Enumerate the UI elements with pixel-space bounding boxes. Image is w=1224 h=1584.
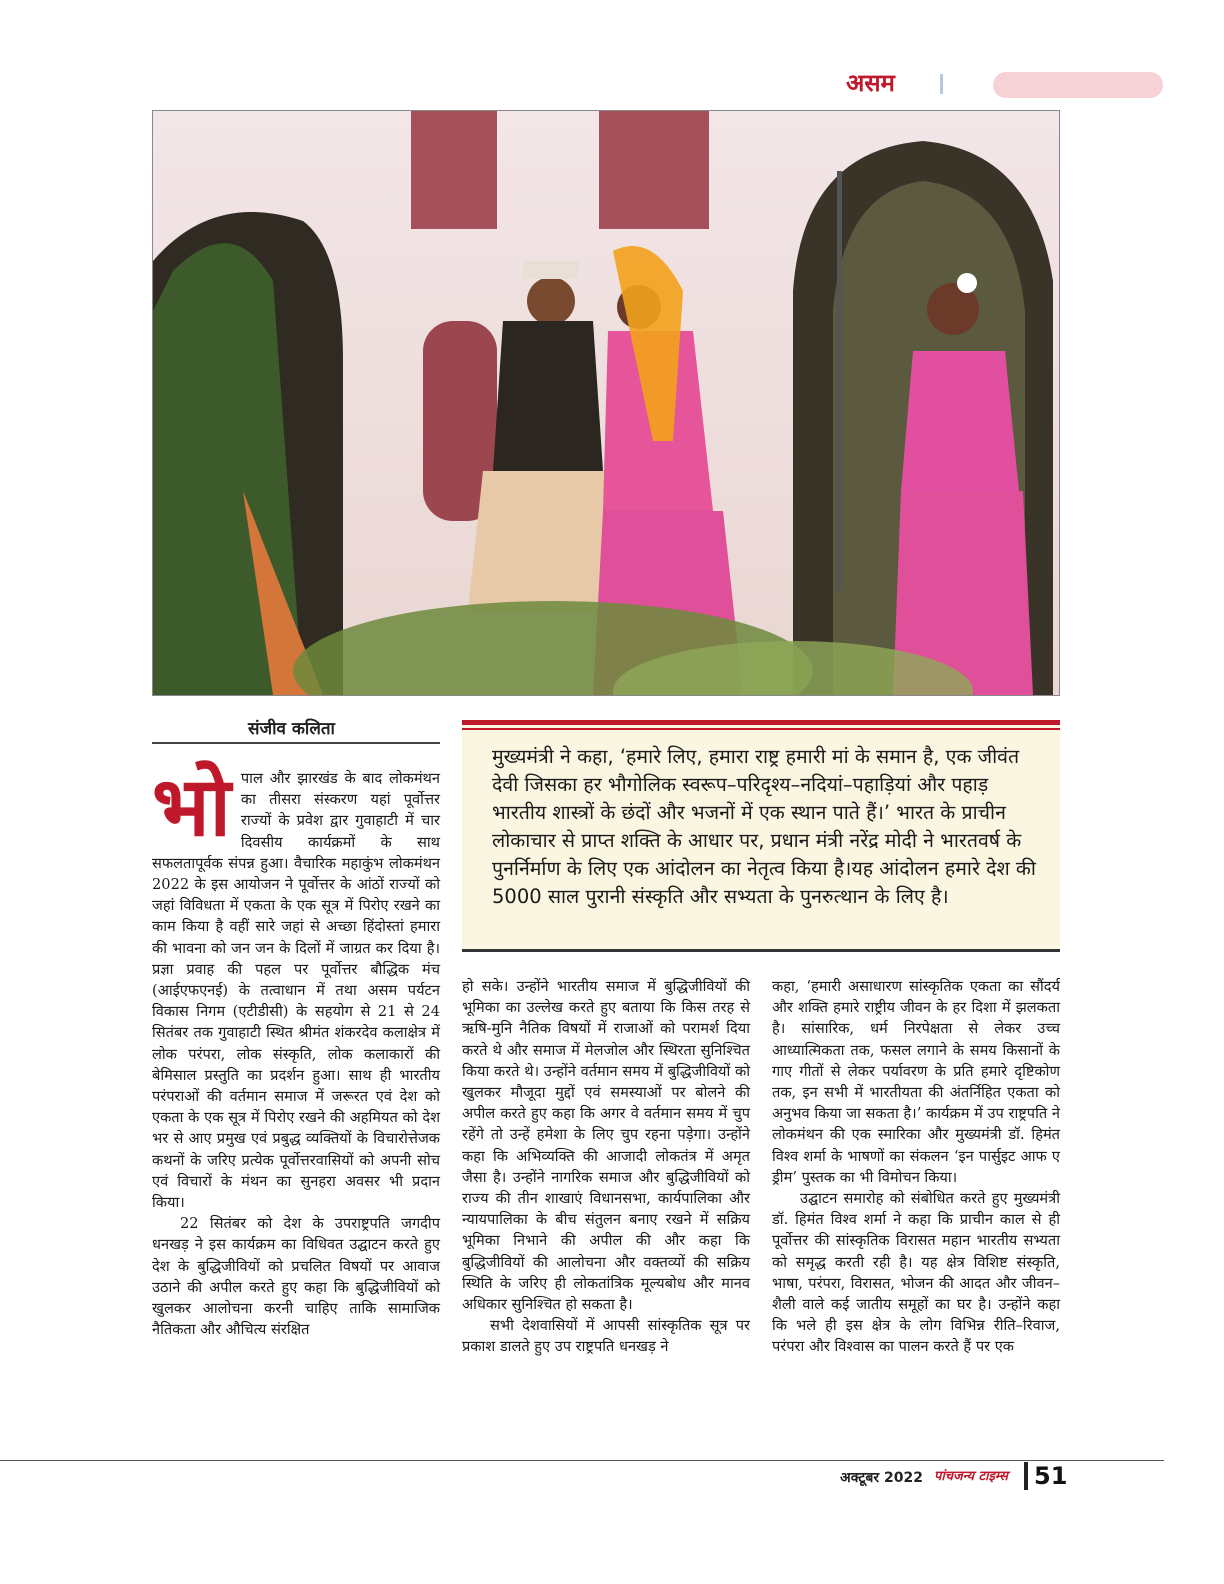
byline: संजीव कलिता: [248, 719, 335, 739]
article-paragraph: 22 सितंबर को देश के उपराष्ट्रपति जगदीप धनखड़ ने इस कार्यक्रम का विधिवत उद्घाटन करते हुए देश के बुद्धिजीवियों को प्रचलित विषयों पर आवाज उठाने की अपील करते हुए कहा कि बुद्धिजीवियों को खुलकर आलोचना करनी चाहिए ताकि सामाजिक नैतिकता और औचित्य संरक्षित: [152, 1215, 440, 1339]
photo-icon: [153, 111, 1059, 695]
page-number: 51: [1034, 1462, 1068, 1490]
pullquote-box: [462, 720, 1060, 952]
article-paragraph: हो सके। उन्होंने भारतीय समाज में बुद्धिजीवियों की भूमिका का उल्लेख करते हुए बताया कि किस तरह से ऋषि-मुनि नैतिक विषयों में राजाओं को परामर्श दिया करते थे और समाज में मेलजोल और स्थिरता सुनिश्चित किया करते थे। उन्होंने वर्तमान समय में बुद्धिजीवियों को खुलकर मौजूदा मुद्दों एवं समस्याओं पर बोलने की अपील करते हुए कहा कि अगर वे वर्तमान समय में चुप रहेंगे तो उन्हें हमेशा के लिए चुप रहना पड़ेगा। उन्होंने कहा कि अभिव्यक्ति की आजादी लोकतंत्र में अमृत जैसा है। उन्होंने नागरिक समाज और बुद्धिजीवियों को राज्य की तीन शाखाएं विधानसभा, कार्यपालिका और न्यायपालिका के बीच संतुलन बनाए रखने में सक्रिय भूमिका निभाने की अपील की और कहा कि बुद्धिजीवियों की आलोचना और वक्तव्यों की सक्रिय स्थिति के जरिए ही लोकतांत्रिक मूल्यबोध और मानव अधिकार सुनिश्चित हो सकता है।: [462, 978, 750, 1314]
pullquote-text: मुख्यमंत्री ने कहा, ‘हमारे लिए, हमारा राष्ट्र हमारी मां के समान है, एक जीवंत देवी जिसका हर भौगोलिक स्वरूप–परिदृश्य–नदियां–पहाड़ियां और पहाड़ भारतीय शास्त्रों के छंदों और भजनों में एक स्थान पाते हैं।’ भारत के प्राचीन लोकाचार से प्राप्त शक्ति के आधार पर, प्रधान मंत्री नरेंद्र मोदी ने भारतवर्ष के पुनर्निर्माण के लिए एक आंदोलन का नेतृत्व किया है।यह आंदोलन हमारे देश की 5000 साल पुरानी संस्कृति और सभ्यता के पुनरुत्थान के लिए है।: [492, 745, 1036, 908]
article-photo: [152, 110, 1060, 696]
article-paragraph: कहा, ‘हमारी असाधारण सांस्कृतिक एकता का सौंदर्य और शक्ति हमारे राष्ट्रीय जीवन के हर दिशा में झलकता है। सांसारिक, धर्म निरपेक्षता से लेकर उच्च आध्यात्मिकता तक, फसल लगाने के समय किसानों के गाए गीतों से लेकर पर्यावरण के प्रति हमारे दृष्टिकोण तक, इन सभी में भारतीयता की अंतर्निहित एकता को अनुभव किया जा सकता है।’ कार्यक्रम में उप राष्ट्रपति ने लोकमंथन की एक स्मारिका और मुख्यमंत्री डॉ. हिमंत विश्व शर्मा के भाषणों का संकलन ‘इन पार्सुइट आफ ए ड्रीम’ पुस्तक का भी विमोचन किया।: [772, 978, 1060, 1186]
article-column-3: [772, 976, 1060, 1358]
article-paragraph: उद्घाटन समारोह को संबोधित करते हुए मुख्यमंत्री डॉ. हिमंत विश्व शर्मा ने कहा कि प्राचीन काल से ही पूर्वोत्तर की सांस्कृतिक विरासत महान भारतीय सभ्यता को समृद्ध करती रही है। यह क्षेत्र विशिष्ट संस्कृति, भाषा, परंपरा, विरासत, भोजन की आदत और जीवन–शैली वाले कई जातीय समूहों का घर है। उन्होंने कहा कि भले ही इस क्षेत्र के लोग विभिन्न रीति–रिवाज, परंपरा और विश्वास का पालन करते हैं पर एक: [772, 1190, 1060, 1356]
footer-rule: [0, 1460, 1164, 1461]
magazine-logo: पांचजन्य टाइम्स: [934, 1469, 1008, 1484]
footer-date: अक्टूबर 2022: [840, 1470, 923, 1486]
footer-divider: [1024, 1462, 1028, 1490]
section-label: असम: [846, 69, 895, 97]
dropcap: भो: [152, 760, 231, 855]
byline-rule: [152, 742, 440, 744]
article-paragraph: सभी देशवासियों में आपसी सांस्कृतिक सूत्र पर प्रकाश डालते हुए उप राष्ट्रपति धनखड़ ने: [462, 1317, 750, 1356]
article-paragraph: पाल और झारखंड के बाद लोकमंथन का तीसरा संस्करण यहां पूर्वोत्तर राज्यों के प्रवेश द्वार गुवाहाटी में चार दिवसीय कार्यक्रमों के साथ सफलतापूर्वक संपन्न हुआ। वैचारिक महाकुंभ लोकमंथन 2022 के इस आयोजन ने पूर्वोत्तर के आंठों राज्यों को जहां विविधता में एकता के एक सूत्र में पिरोए रखने का काम किया है वहीं सारे जहां से अच्छा हिंदोस्तां हमारा की भावना को जन जन के दिलों में जाग्रत कर दिया है। प्रज्ञा प्रवाह की पहल पर पूर्वोत्तर बौद्धिक मंच (आईएफएनई) के तत्वाधान में तथा असम पर्यटन विकास निगम (एटीडीसी) के सहयोग से 21 से 24 सितंबर तक गुवाहाटी स्थित श्रीमंत शंकरदेव कलाक्षेत्र में लोक परंपरा, लोक संस्कृति, लोक कलाकारों की बेमिसाल प्रस्तुति का प्रदर्शन हुआ। साथ ही भारतीय परंपराओं की वर्तमान समाज में जरूरत एवं देश को एकता के एक सूत्र में पिरोए रखने की अहमियत को देश भर से आए प्रमुख एवं प्रबुद्ध व्यक्तियों के विचारोत्तेजक कथनों के जरिए प्रत्येक पूर्वोत्तरवासियों को अपनी सोच एवं विचारों के मंथन का सुनहरा अवसर भी प्रदान किया।: [152, 770, 440, 1212]
header-pill: [993, 72, 1163, 98]
article-column-1: [152, 760, 440, 1340]
header-divider: [940, 74, 943, 94]
article-column-2: [462, 976, 750, 1358]
